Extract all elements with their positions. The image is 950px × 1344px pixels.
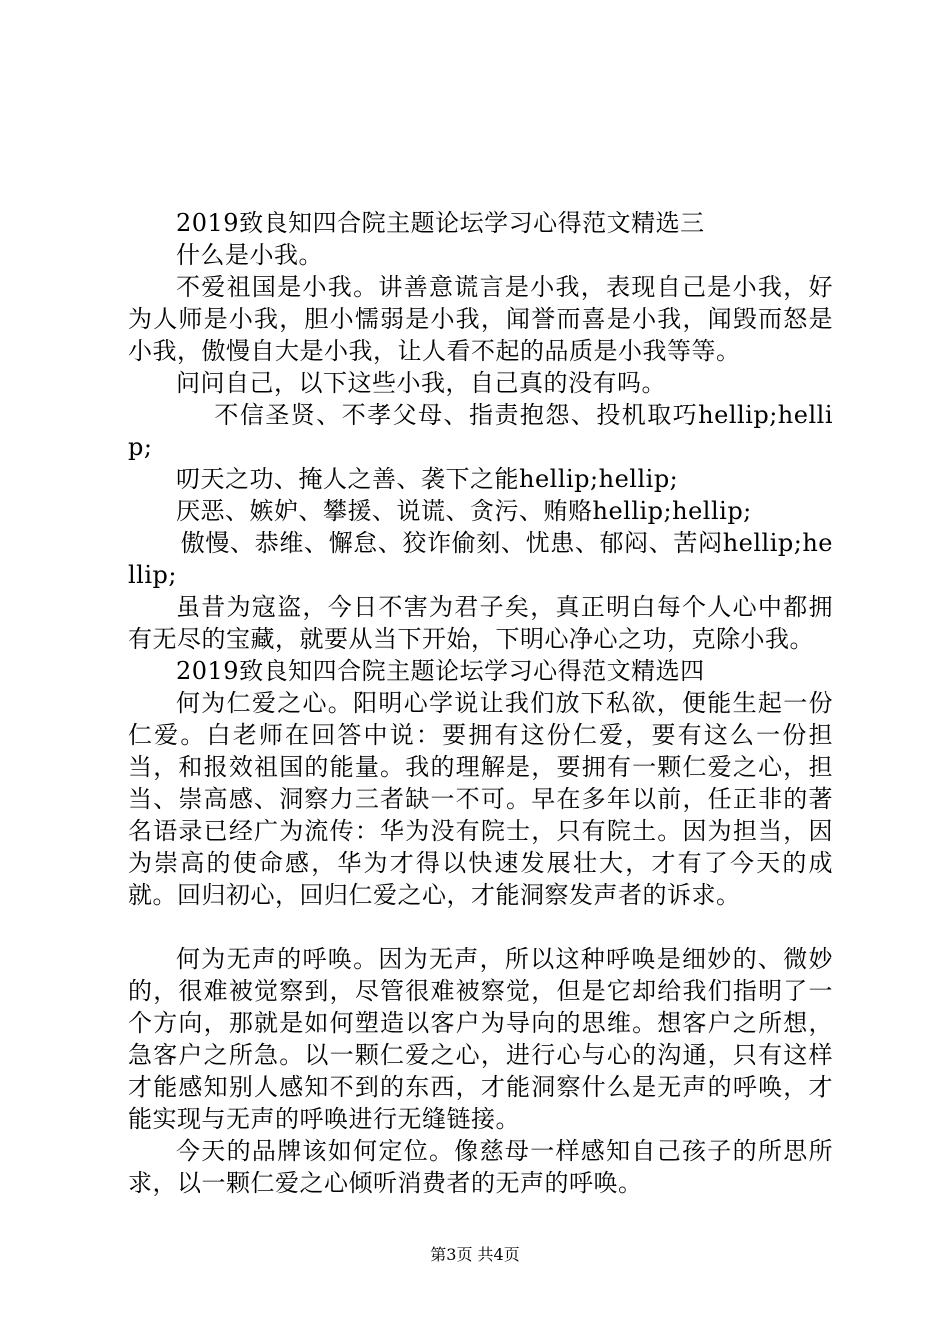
paragraph: 厌恶、嫉妒、攀援、说谎、贪污、贿赂hellip;hellip; xyxy=(176,497,752,525)
paragraph: 何为仁爱之心。阳明心学说让我们放下私欲，便能生起一份仁爱。白老师在回答中说：要拥有这份仁爱，要有这么一份担当，和报效祖国的能量。我的理解是，要拥有一颗仁爱之心，担当、崇高感、洞察力三者缺一不可。早在多年以前，任正非的著名语录已经广为流传：华为没有院士，只有院土。因为担当，因为崇高的使命感，华为才得以快速发展壮大，才有了今天的成就。回归初心，回归仁爱之心，才能洞察发声者的诉求。 xyxy=(128,689,833,909)
paragraph: 何为无声的呼唤。因为无声，所以这种呼唤是细妙的、微妙的，很难被觉察到，尽管很难被察觉，但是它却给我们指明了一个方向，那就是如何塑造以客户为导向的思维。想客户之所想，急客户之所急。以一颗仁爱之心，进行心与心的沟通，只有这样才能感知别人感知不到的东西，才能洞察什么是无声的呼唤，才能实现与无声的呼唤进行无缝链接。 xyxy=(128,945,833,1133)
document-body xyxy=(128,207,833,1199)
paragraph: 不爱祖国是小我。讲善意谎言是小我，表现自己是小我，好为人师是小我，胆小懦弱是小我，闻誉而喜是小我，闻毁而怒是小我，傲慢自大是小我，让人看不起的品质是小我等等。 xyxy=(128,273,833,365)
section-heading-4: 2019致良知四合院主题论坛学习心得范文精选四 xyxy=(176,657,705,685)
paragraph: 今天的品牌该如何定位。像慈母一样感知自己孩子的所思所求，以一颗仁爱之心倾听消费者的无声的呼唤。 xyxy=(128,1137,833,1197)
paragraph: 傲慢、恭维、懈怠、狡诈偷刻、忧患、郁闷、苦闷hellip;hellip; xyxy=(128,529,833,589)
paragraph: 虽昔为寇盗，今日不害为君子矣，真正明白每个人心中都拥有无尽的宝藏，就要从当下开始，下明心净心之功，克除小我。 xyxy=(128,593,833,653)
paragraph: 不信圣贤、不孝父母、指责抱怨、投机取巧hellip;hellip; xyxy=(128,401,833,461)
page-footer: 第3页 共4页 xyxy=(430,1245,520,1264)
section-heading-3: 2019致良知四合院主题论坛学习心得范文精选三 xyxy=(176,209,705,237)
paragraph: 叨天之功、掩人之善、袭下之能hellip;hellip; xyxy=(176,465,679,493)
paragraph: 问问自己，以下这些小我，自己真的没有吗。 xyxy=(176,369,666,397)
paragraph: 什么是小我。 xyxy=(176,241,323,269)
